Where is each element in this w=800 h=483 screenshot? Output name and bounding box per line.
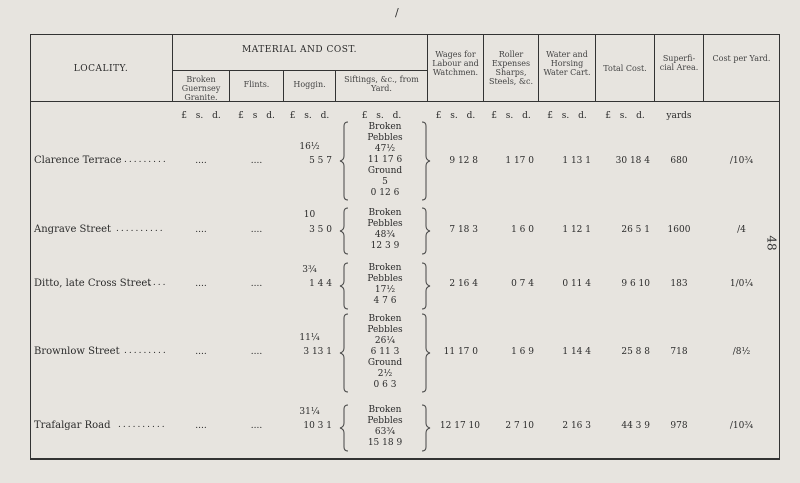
row-area: 1600 (667, 225, 691, 235)
unit-siftings: £ s. d. (361, 111, 402, 121)
header-siftings: Siftings, &c., from Yard. (344, 75, 419, 93)
unit-granite: £ s. d. (181, 111, 221, 121)
row-flints: .... (250, 225, 263, 235)
unit-water: £ s. d. (547, 111, 587, 121)
unit-flints: £ s d. (238, 111, 275, 121)
row-granite: .... (195, 156, 207, 166)
row-granite: .... (195, 225, 207, 235)
row-hoggin-cost: 5 5 7 (309, 156, 332, 166)
row-flints: .... (250, 347, 263, 357)
unit-wages: £ s. d. (435, 111, 476, 121)
header-total: Total Cost. (603, 64, 647, 73)
row-water: 1 13 1 (562, 156, 591, 166)
row-area: 680 (670, 156, 688, 166)
row-hoggin-cost: 3 13 1 (303, 347, 332, 357)
row-siftings: Broken Pebbles 47½ 11 17 6 Ground 5 0 12 6 (367, 122, 403, 198)
row-granite: .... (195, 421, 207, 431)
row-roller: 1 6 9 (511, 347, 534, 357)
unit-total: £ s. d. (605, 111, 645, 121)
row-per-yard: /8½ (732, 347, 751, 357)
row-total: 26 5 1 (621, 225, 650, 235)
row-water: 0 11 4 (562, 279, 591, 289)
row-siftings: Broken Pebbles 26¼ 6 11 3 Ground 2½ 0 6 3 (367, 314, 403, 390)
row-total: 44 3 9 (621, 421, 650, 431)
page-mark: / (395, 6, 399, 19)
header-flints: Flints. (243, 80, 270, 89)
sifting-braces (30, 34, 780, 460)
header-area: Superfi- cial Area. (659, 54, 699, 72)
row-area: 718 (670, 347, 688, 357)
row-hoggin-qty: 11¼ (299, 333, 320, 343)
unit-hoggin: £ s. d. (289, 111, 330, 121)
row-wages: 11 17 0 (443, 347, 478, 357)
row-locality: Angrave Street (34, 224, 112, 235)
row-water: 2 16 3 (562, 421, 591, 431)
row-flints: .... (250, 279, 263, 289)
row-per-yard: 1/0¼ (729, 279, 754, 289)
row-wages: 9 12 8 (449, 156, 478, 166)
row-area: 978 (670, 421, 688, 431)
row-locality: Brownlow Street (34, 346, 120, 357)
row-flints: .... (250, 156, 263, 166)
row-wages: 12 17 10 (439, 421, 480, 431)
row-water: 1 12 1 (562, 225, 591, 235)
header-roller: Roller Expenses Sharps, Steels, &c. (488, 50, 534, 86)
header-material-and-cost: MATERIAL AND COST. (242, 45, 357, 55)
page-number: 48 (764, 235, 779, 251)
row-per-yard: /4 (737, 225, 746, 235)
row-hoggin-qty: 10 (303, 210, 316, 220)
row-locality: Ditto, late Cross Street (34, 278, 152, 289)
header-hoggin: Hoggin. (293, 80, 326, 89)
row-total: 30 18 4 (615, 156, 650, 166)
row-locality: Clarence Terrace (34, 155, 122, 166)
row-locality: Trafalgar Road (34, 420, 111, 431)
row-hoggin-qty: 16½ (299, 142, 320, 152)
row-hoggin-qty: 31¼ (299, 407, 320, 417)
row-hoggin-qty: 3¾ (302, 265, 317, 275)
row-roller: 0 7 4 (511, 279, 534, 289)
header-cost-per-yard: Cost per Yard. (712, 54, 771, 63)
row-hoggin-cost: 3 5 0 (309, 225, 332, 235)
row-roller: 1 17 0 (505, 156, 534, 166)
unit-area: yards (666, 111, 692, 121)
row-wages: 7 18 3 (449, 225, 478, 235)
row-granite: .... (195, 279, 207, 289)
header-locality: LOCALITY. (73, 64, 129, 74)
row-siftings: Broken Pebbles 48¾ 12 3 9 (367, 208, 403, 251)
row-wages: 2 16 4 (449, 279, 478, 289)
row-flints: .... (250, 421, 263, 431)
row-hoggin-cost: 1 4 4 (309, 279, 332, 289)
header-broken-granite: Broken Guernsey Granite. (181, 75, 221, 102)
header-water: Water and Horsing Water Cart. (543, 50, 591, 77)
row-area: 183 (670, 279, 688, 289)
row-roller: 2 7 10 (505, 421, 534, 431)
row-total: 9 6 10 (621, 279, 650, 289)
row-siftings: Broken Pebbles 17½ 4 7 6 (367, 263, 403, 306)
row-total: 25 8 8 (621, 347, 650, 357)
row-granite: .... (195, 347, 207, 357)
row-hoggin-cost: 10 3 1 (303, 421, 332, 431)
row-per-yard: /10¾ (729, 421, 754, 431)
row-water: 1 14 4 (562, 347, 591, 357)
cost-table: LOCALITY. MATERIAL AND COST. Broken Guernsey Granite. Flints. Hoggin. Siftings, &c., from Yard. Wages for Labour and Watchmen. Roller Expenses Sharps, Steels, &c. Water and Horsing Water Cart. Total Cost. Superfi- cial Area. Cost per Yard. £ s. d. £ s d. £ s. d. £ s. d. £ s. d. £ s. d. £ s. d. £ s. d. yards Clarence Terrace ......... .... .... 16½ 5 5 7 Broken Pebbles 47½ 11 17 6 Ground 5 0 12 6 9 12 8 1 17 0 1 13 1 30 18 4 680 /10¾ Angrave Street .......... .... .... 10 3 5 0 Broken Pebbles 48¾ 12 3 9 7 18 3 1 6 0 1 12 1 26 5 1 1600 /4 Ditto, late Cross Street .... .... .... 3¾ 1 4 4 Broken Pebbles 17½ 4 7 6 2 16 4 0 7 4 0 11 4 9 6 10 183 1/0¼ Brownlow Street ......... .... .... 11¼ 3 13 1 Broken Pebbles 26¼ 6 11 3 Ground 2½ 0 6 3 11 17 0 1 6 9 1 14 4 25 8 8 718 /8½ Trafalgar Road .......... .... .... 31¼ 10 3 1 Broken Pebbles 63¾ 15 18 9 12 17 10 2 7 10 2 16 3 44 3 9 978 /10¾ (30, 34, 780, 460)
row-roller: 1 6 0 (511, 225, 534, 235)
header-wages: Wages for Labour and Watchmen. (432, 50, 479, 77)
row-siftings: Broken Pebbles 63¾ 15 18 9 (367, 405, 403, 448)
row-per-yard: /10¾ (729, 156, 754, 166)
unit-roller: £ s. d. (491, 111, 531, 121)
